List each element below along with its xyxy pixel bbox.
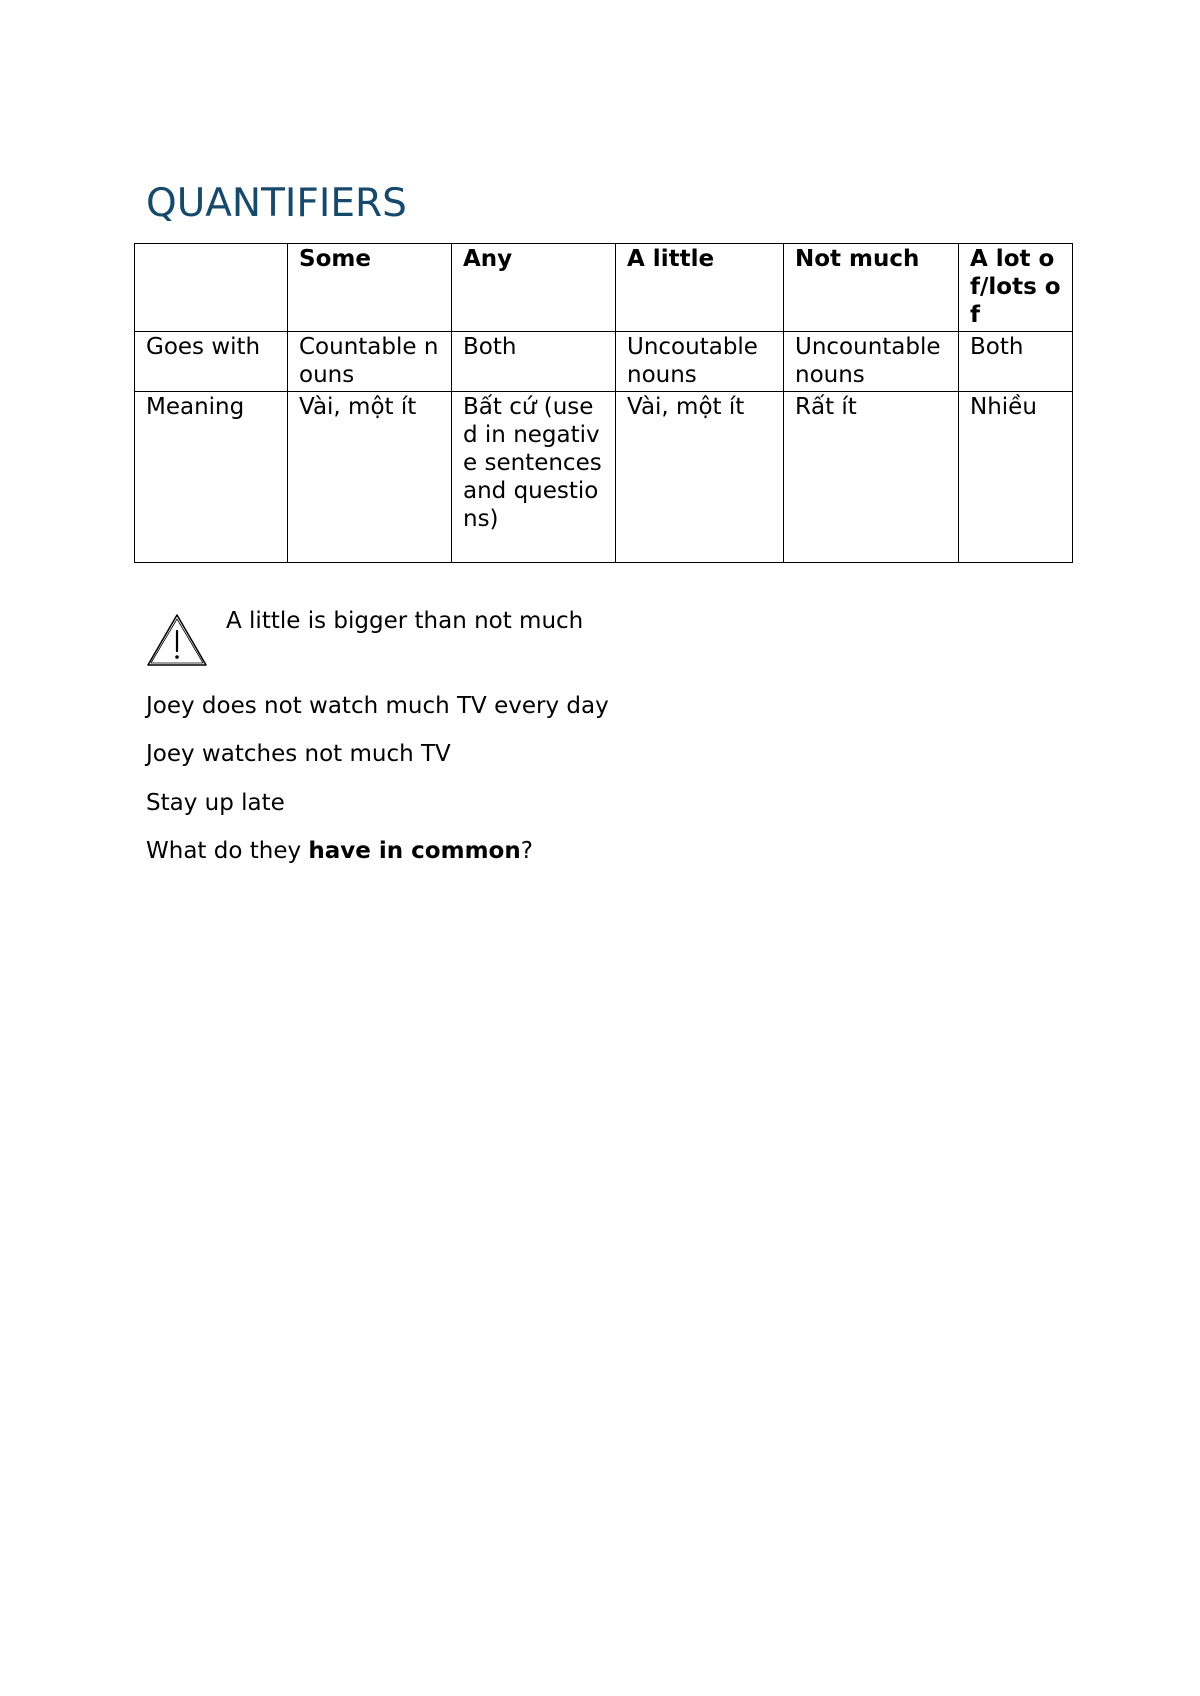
table-cell: Bất cứ (used in negative sentences and questions)	[452, 392, 616, 563]
table-cell: Uncountable nouns	[784, 332, 959, 392]
quantifiers-table	[134, 243, 1073, 563]
sentence-1: Joey does not watch much TV every day	[146, 693, 609, 719]
sentence-4	[146, 835, 533, 867]
table-cell: Nhiều	[959, 392, 1073, 563]
page-title: QUANTIFIERS	[146, 181, 407, 226]
table-cell: Both	[452, 332, 616, 392]
sentence-4-prefix: What do they	[146, 838, 309, 864]
row-label-meaning: Meaning	[135, 392, 288, 563]
table-cell: Uncoutable nouns	[616, 332, 784, 392]
header-cell-some: Some	[288, 244, 452, 332]
warning-icon	[146, 613, 208, 669]
table-cell: Both	[959, 332, 1073, 392]
header-cell-a-little: A little	[616, 244, 784, 332]
note-callout	[146, 605, 846, 669]
row-label-goes-with: Goes with	[135, 332, 288, 392]
header-cell-not-much: Not much	[784, 244, 959, 332]
header-cell-empty	[135, 244, 288, 332]
table-cell: Rất ít	[784, 392, 959, 563]
table-cell: Countable nouns	[288, 332, 452, 392]
note-text: A little is bigger than not much	[226, 608, 584, 634]
header-cell-a-lot-of: A lot of/lots of	[959, 244, 1073, 332]
header-cell-any: Any	[452, 244, 616, 332]
sentence-2: Joey watches not much TV	[146, 741, 451, 767]
table-row	[135, 392, 1073, 563]
sentence-3: Stay up late	[146, 790, 285, 816]
sentence-4-bold: have in common	[308, 838, 521, 864]
table-row	[135, 332, 1073, 392]
sentence-4-suffix: ?	[520, 838, 533, 864]
table-cell: Vài, một ít	[616, 392, 784, 563]
table-header-row	[135, 244, 1073, 332]
table-cell: Vài, một ít	[288, 392, 452, 563]
